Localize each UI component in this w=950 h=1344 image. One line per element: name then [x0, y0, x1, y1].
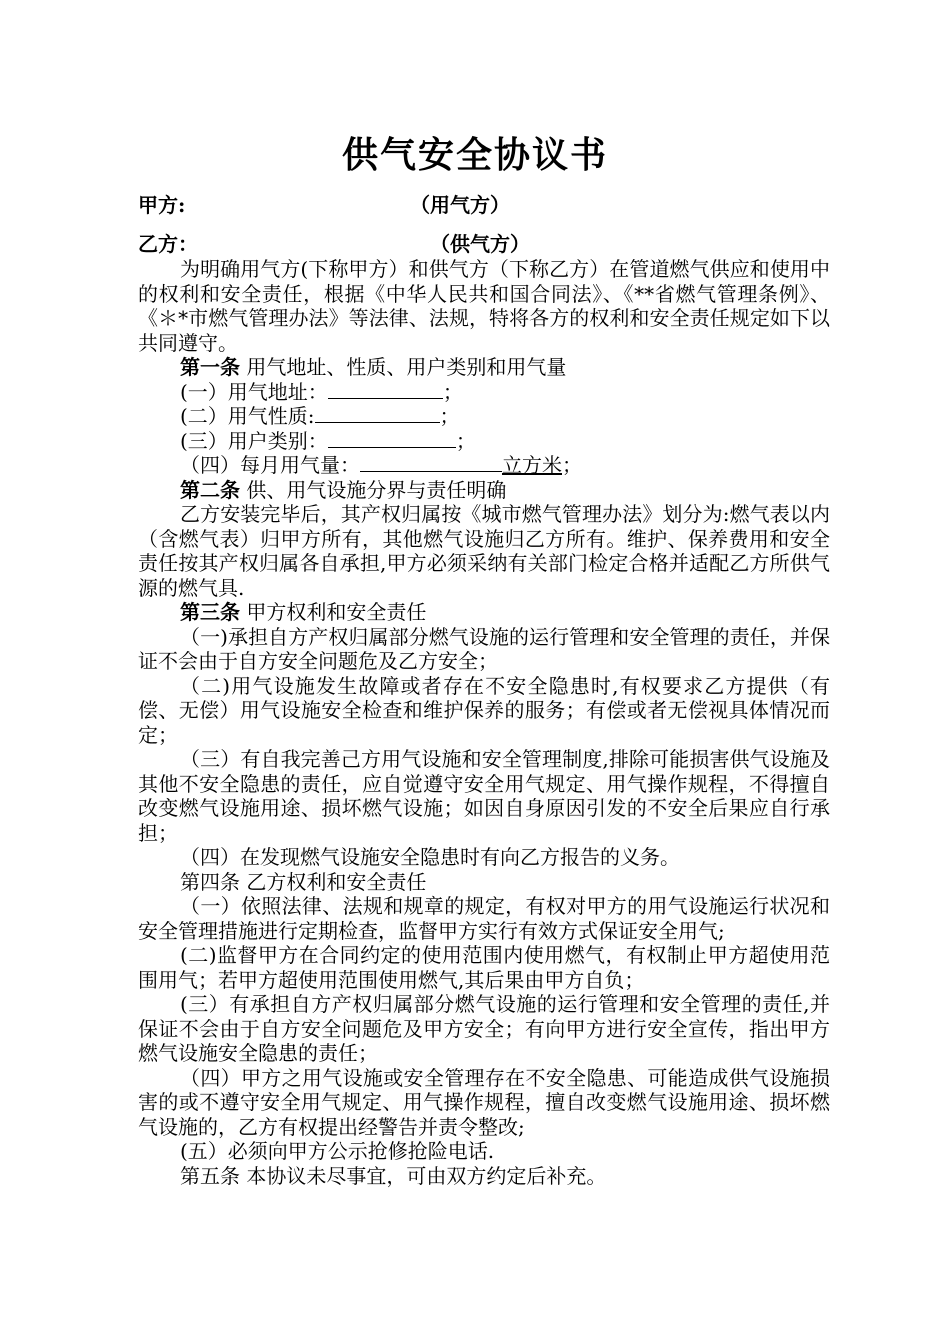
article1-item3 — [138, 429, 830, 454]
article4-item: (二)监督甲方在合同约定的使用范围内使用燃气，有权制止甲方超使用范围用气；若甲方超使用范围使用燃气,其后果由甲方自负； — [138, 943, 830, 992]
article1-item4 — [138, 453, 830, 478]
article4-item: （四）甲方之用气设施或安全管理存在不安全隐患、可能造成供气设施损害的或不遵守安全用气规定、用气操作规程，擅自改变燃气设施用途、损坏燃气设施的，乙方有权提出经警告并责令整改; — [138, 1065, 830, 1139]
article1-item1 — [138, 380, 830, 405]
article3-heading-line — [138, 600, 830, 625]
item1-end: ； — [442, 379, 463, 404]
intro-paragraph: 为明确用气方(下称甲方）和供气方（下称乙方）在管道燃气供应和使用中的权利和安全责任，根据《中华人民共和国合同法》、《**省燃气管理条例》、《＊*市燃气管理办法》等法律、法规，特将各方的权利和安全责任规定如下以共同遵守。 — [138, 257, 830, 355]
article3-item: （一)承担自方产权归属部分燃气设施的运行管理和安全管理的责任，并保证不会由于自方安全问题危及乙方安全； — [138, 624, 830, 673]
document-body — [138, 257, 830, 1188]
item4-end: ； — [562, 453, 582, 477]
article1-item2 — [138, 404, 830, 429]
party-b-label: 乙方： — [138, 232, 198, 256]
article2-heading: 第二条 — [180, 477, 240, 502]
article1-heading-line — [138, 355, 830, 380]
party-a-role: （用气方） — [410, 193, 510, 217]
party-a-label: 甲方: — [138, 193, 186, 217]
article2-heading-line — [138, 478, 830, 503]
user-category-blank[interactable] — [328, 429, 456, 448]
article4-item: (五）必须向甲方公示抢修抢险电话. — [180, 1139, 495, 1163]
item2-end: ； — [439, 404, 460, 428]
gas-nature-blank[interactable] — [315, 404, 440, 423]
article5-text: 第五条 本协议未尽事宜，可由双方约定后补充。 — [180, 1163, 607, 1188]
article4-heading: 第四条 乙方权利和安全责任 — [180, 869, 427, 894]
monthly-usage-unit: 立方米 — [502, 453, 562, 477]
article2-title: 供、用气设施分界与责任明确 — [240, 477, 507, 502]
article4-item: (三）有承担自方产权归属部分燃气设施的运行管理和安全管理的责任,并保证不会由于自方安全问题危及甲方安全；有向甲方进行安全宣传，指出甲方燃气设施安全隐患的责任； — [138, 992, 830, 1065]
article3-item: （四）在发现燃气设施安全隐患时有向乙方报告的义务。 — [180, 845, 680, 869]
article3-heading: 第三条 — [180, 600, 240, 624]
article3-item: （二)用气设施发生故障或者存在不安全隐患时,有权要求乙方提供（有偿、无偿）用气设施安全检查和维护保养的服务；有偿或者无偿视具体情况而定； — [138, 673, 830, 747]
gas-nature-label: (二）用气性质: — [180, 404, 315, 428]
document-title: 供气安全协议书 — [341, 134, 608, 176]
monthly-usage-label: （四）每月用气量： — [180, 453, 360, 477]
article2-text: 乙方安装完毕后，其产权归属按《城市燃气管理办法》划分为:燃气表以内（含燃气表）归甲方所有，其他燃气设施归乙方所有。维护、保养费用和安全责任按其产权归属各自承担,甲方必须采纳有关部门检定合格并适配乙方所供气源的燃气具. — [138, 502, 830, 600]
article3-title: 甲方权利和安全责任 — [240, 600, 427, 624]
monthly-usage-blank[interactable] — [360, 453, 502, 472]
article1-heading: 第一条 — [180, 355, 240, 379]
user-category-label: (三）用户类别： — [180, 428, 328, 453]
item3-end: ； — [455, 428, 476, 453]
article3-item: （三）有自我完善己方用气设施和安全管理制度,排除可能损害供气设施及其他不安全隐患的责任，应自觉遵守安全用气规定、用气操作规程，不得擅自改变燃气设施用途、损坏燃气设施；如因自身原因引发的不安全后果应自行承担； — [138, 747, 830, 845]
article1-title: 用气地址、性质、用户类别和用气量 — [240, 355, 567, 379]
party-b-role: （供气方） — [430, 232, 530, 256]
gas-address-blank[interactable] — [328, 380, 443, 399]
article4-item: （一）依照法律、法规和规章的规定，有权对甲方的用气设施运行状况和安全管理措施进行定期检查，监督甲方实行有效方式保证安全用气; — [138, 894, 830, 943]
party-a-line — [138, 193, 510, 217]
party-b-line — [138, 232, 530, 256]
gas-address-label: (一）用气地址： — [180, 379, 328, 404]
